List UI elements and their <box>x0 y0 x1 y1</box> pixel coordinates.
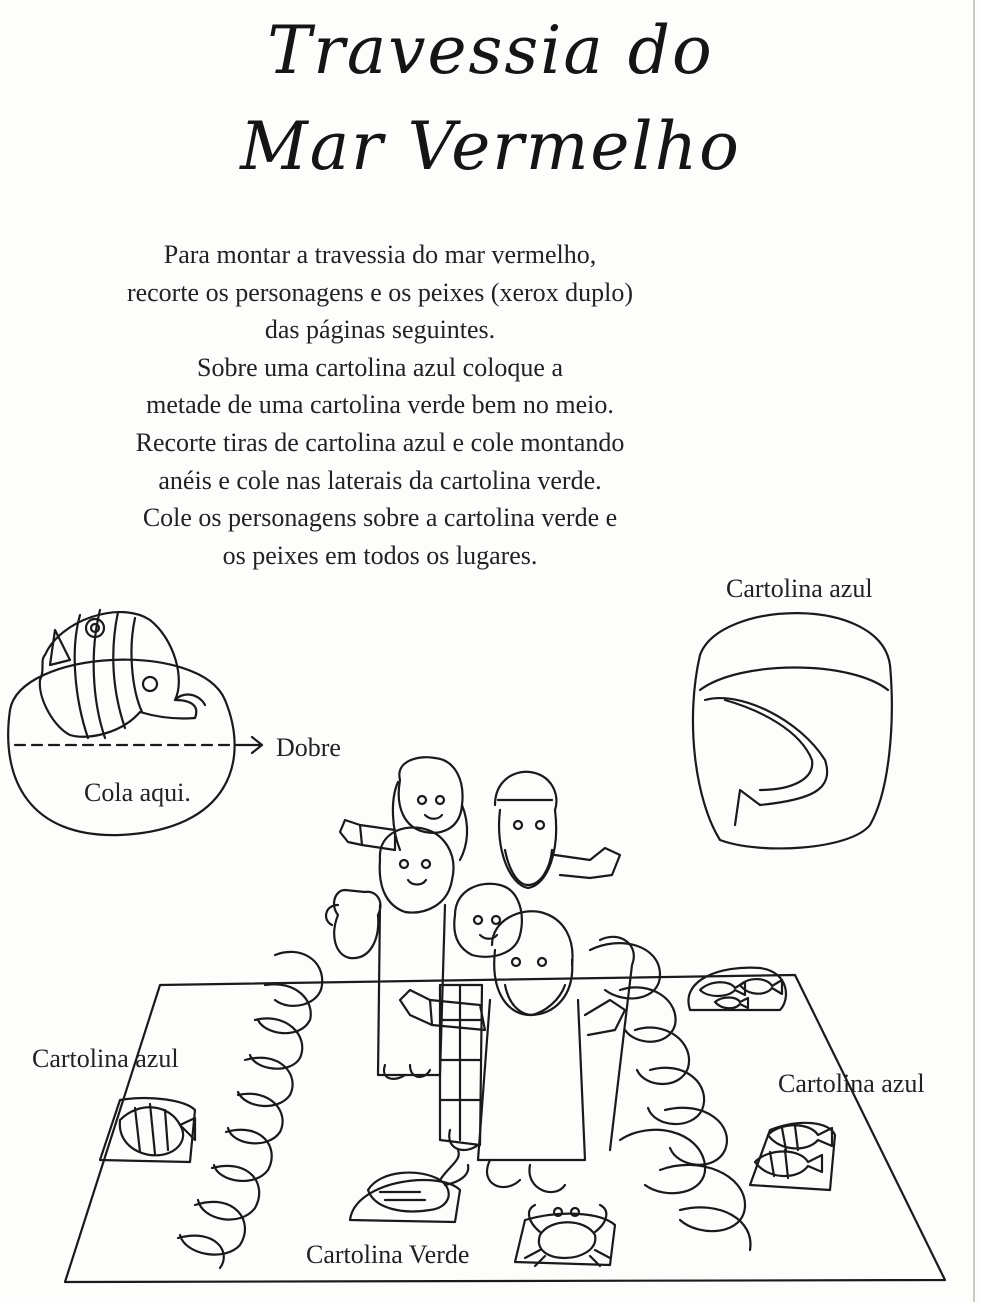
biblical-people-group <box>326 757 634 1192</box>
glue-here-label: Cola aqui. <box>84 778 191 807</box>
angelfish-icon <box>40 610 205 738</box>
paper-ring-diagram <box>693 613 892 848</box>
lobster-card <box>350 1150 468 1222</box>
right-rings-label: Cartolina azul <box>778 1069 925 1098</box>
instruction-line: os peixes em todos os lugares. <box>222 540 538 570</box>
instruction-line: das páginas seguintes. <box>264 315 496 345</box>
man-figure-headband <box>495 772 620 888</box>
page-title-line-2: Mar Vermelho <box>240 108 741 185</box>
glue-tab-outline <box>8 660 234 835</box>
fish-card-right <box>750 1123 835 1190</box>
fold-label: Dobre <box>276 733 341 762</box>
instruction-line: metade de uma cartolina verde bem no meio. <box>146 390 614 420</box>
instruction-line: Cole os personagens sobre a cartolina verde e <box>142 503 618 533</box>
woman-figure-back <box>340 757 467 860</box>
instruction-line: Recorte tiras de cartolina azul e cole montando <box>135 427 625 457</box>
left-ring-column <box>178 952 322 1268</box>
page-title-line-1: Travessia do <box>267 12 714 89</box>
left-rings-label: Cartolina azul <box>32 1044 179 1073</box>
instruction-line: Sobre uma cartolina azul coloque a <box>196 352 564 382</box>
crab-card <box>515 1205 615 1266</box>
ring-top-label: Cartolina azul <box>726 574 873 603</box>
arrow-right-icon <box>236 737 262 753</box>
fish-card-top <box>688 968 786 1010</box>
moses-figure <box>400 911 634 1192</box>
instruction-line: Para montar a travessia do mar vermelho, <box>163 240 597 269</box>
green-board-label: Cartolina Verde <box>306 1240 470 1269</box>
instruction-line: recorte os personagens e os peixes (xerox duplo) <box>126 277 634 307</box>
right-ring-column <box>590 943 750 1250</box>
instruction-line: anéis e cole nas laterais da cartolina verde. <box>158 465 602 495</box>
woman-figure-with-jug <box>326 827 453 1078</box>
